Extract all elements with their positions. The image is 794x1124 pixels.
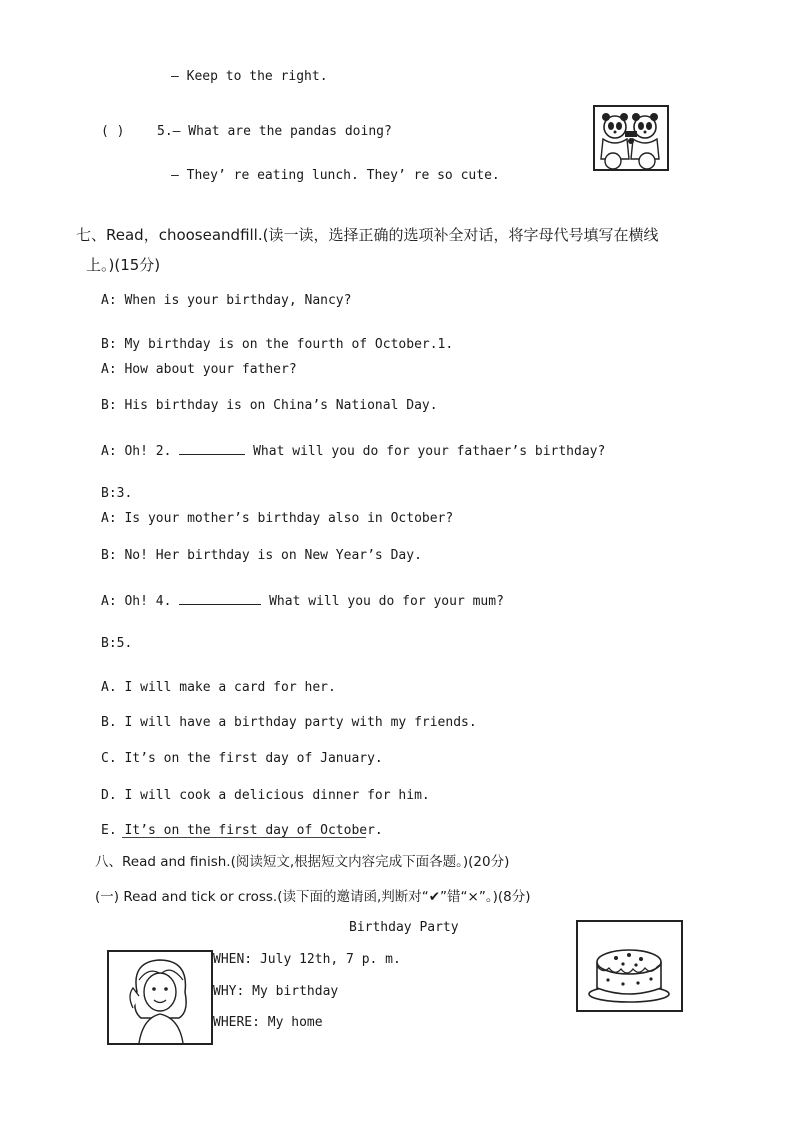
invitation-why: WHY: My birthday — [213, 984, 339, 999]
answer-blank-4[interactable] — [179, 592, 261, 605]
dialogue-a2-prefix: A: Oh! 2. — [101, 444, 180, 459]
dialogue-line-4: B: His birthday is on China’s National Day. — [101, 398, 438, 413]
dialogue-line-a2 — [101, 442, 605, 459]
girl-icon — [109, 952, 211, 1043]
dialogue-line-1: A: When is your birthday, Nancy? — [101, 293, 352, 308]
pandas-icon — [595, 107, 667, 169]
dialogue-line-2: B: My birthday is on the fourth of October.1. — [101, 337, 454, 352]
q5-question: 5.— What are the pandas doing? — [157, 124, 392, 139]
dialogue-line-a4 — [101, 592, 504, 609]
pandas-eating-image — [593, 105, 669, 171]
q4-answer: — Keep to the right. — [171, 69, 328, 84]
dialogue-a4-suffix: What will you do for your mum? — [261, 594, 504, 609]
option-a: A. I will make a card for her. — [101, 680, 336, 695]
section8-heading: 八、Read and finish.(阅读短文,根据短文内容完成下面各题。)(20分) — [95, 854, 510, 870]
q5-answer-bracket[interactable]: ( ) — [101, 124, 125, 139]
dialogue-line-b5: B:5. — [101, 636, 133, 651]
section8-subheading: (一) Read and tick or cross.(读下面的邀请函,判断对“✔”错“×”。)(8分) — [95, 889, 531, 905]
invitation-title: Birthday Party — [349, 920, 459, 935]
dialogue-a2-suffix: What will you do for your fathaer’s birthday? — [245, 444, 606, 459]
option-d: D. I will cook a delicious dinner for him. — [101, 788, 430, 803]
section7-heading-line1: 七、Read，chooseandfill.(读一读，选择正确的选项补全对话，将字母代号填写在横线 — [76, 226, 659, 244]
cake-image — [576, 920, 683, 1012]
q5-answer: — They’ re eating lunch. They’ re so cute. — [171, 168, 500, 183]
section7-heading-line2: 上。)(15分) — [86, 256, 161, 274]
dialogue-line-a-mother: A: Is your mother’s birthday also in October? — [101, 511, 454, 526]
option-c: C. It’s on the first day of January. — [101, 751, 383, 766]
dialogue-line-b3: B:3. — [101, 486, 133, 501]
dialogue-line-3: A: How about your father? — [101, 362, 297, 377]
invitation-when: WHEN: July 12th, 7 p. m. — [213, 952, 401, 967]
option-b: B. I will have a birthday party with my friends. — [101, 715, 477, 730]
dialogue-a4-prefix: A: Oh! 4. — [101, 594, 180, 609]
answer-blank-2[interactable] — [179, 442, 245, 455]
dialogue-line-b-newyear: B: No! Her birthday is on New Year’s Day. — [101, 548, 422, 563]
option-e: E. It’s on the first day of October. — [101, 823, 383, 838]
cake-icon — [578, 922, 681, 1010]
invitation-where: WHERE: My home — [213, 1015, 323, 1030]
option-e-underline — [122, 837, 366, 838]
girl-image — [107, 950, 213, 1045]
